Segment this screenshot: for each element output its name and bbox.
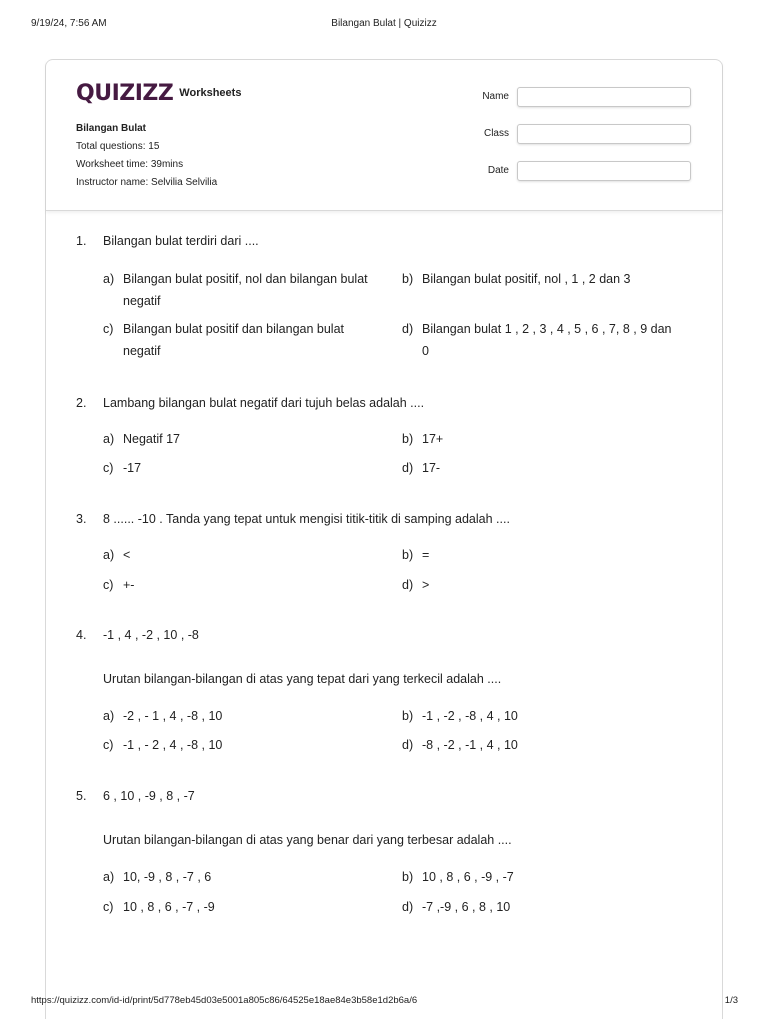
option-letter: a)	[103, 870, 115, 884]
option-text-line2: negatif	[123, 294, 161, 308]
worksheet-header	[46, 60, 722, 211]
option-b	[402, 705, 692, 727]
question-3	[76, 512, 696, 602]
option-text: 17+	[422, 432, 444, 446]
worksheet-title: Bilangan Bulat	[76, 123, 147, 134]
print-doc-title: Bilangan Bulat | Quizizz	[331, 18, 437, 29]
option-letter: a)	[103, 272, 115, 286]
question-2	[76, 396, 696, 486]
print-footer	[0, 995, 768, 1009]
option-b	[402, 428, 692, 450]
option-c	[103, 457, 393, 479]
option-text: -2 , - 1 , 4 , -8 , 10	[123, 709, 223, 723]
name-label: Name	[482, 91, 509, 102]
print-url[interactable]: https://quizizz.com/id-id/print/5d778eb45d03e5001a805c86/64525e18ae84e3b58e1d2b6a/6	[31, 995, 418, 1006]
option-letter: c)	[103, 738, 114, 752]
date-field[interactable]	[517, 161, 691, 181]
print-datetime: 9/19/24, 7:56 AM	[31, 18, 107, 29]
option-letter: b)	[402, 272, 414, 286]
option-c	[103, 734, 393, 756]
option-d	[402, 734, 692, 756]
option-text: +-	[123, 578, 135, 592]
option-text: Bilangan bulat 1 , 2 , 3 , 4 , 5 , 6 , 7, 8 , 9 dan	[422, 322, 672, 336]
option-c	[103, 574, 393, 596]
class-label: Class	[483, 128, 509, 139]
option-letter: a)	[103, 709, 115, 723]
option-text: -17	[123, 461, 142, 475]
option-letter: d)	[402, 461, 414, 475]
question-1	[76, 234, 696, 369]
class-field[interactable]	[517, 124, 691, 144]
option-b	[402, 544, 692, 566]
option-letter: d)	[402, 322, 414, 336]
question-5	[76, 789, 696, 919]
question-number: 2.	[76, 396, 87, 410]
question-text: 8 ...... -10 . Tanda yang tepat untuk mengisi titik-titik di samping adalah ....	[103, 512, 510, 526]
total-questions: Total questions: 15	[76, 141, 160, 152]
option-c	[103, 318, 393, 362]
question-number: 1.	[76, 234, 87, 248]
option-text: 10 , 8 , 6 , -7 , -9	[123, 900, 215, 914]
option-letter: d)	[402, 900, 414, 914]
option-d	[402, 457, 692, 479]
option-letter: b)	[402, 709, 414, 723]
name-row	[446, 87, 696, 109]
option-text-line2: negatif	[123, 344, 161, 358]
option-a	[103, 268, 393, 312]
worksheet-time: Worksheet time: 39mins	[76, 159, 184, 170]
worksheet-meta	[76, 120, 217, 192]
question-text: Lambang bilangan bulat negatif dari tujuh belas adalah ....	[103, 396, 425, 410]
class-row	[446, 124, 696, 146]
question-number: 5.	[76, 789, 87, 803]
option-letter: c)	[103, 322, 114, 336]
question-text: 6 , 10 , -9 , 8 , -7	[103, 789, 195, 803]
question-text: Bilangan bulat terdiri dari ....	[103, 234, 259, 248]
question-subtext: Urutan bilangan-bilangan di atas yang tepat dari yang terkecil adalah ....	[103, 672, 502, 686]
option-text: Bilangan bulat positif, nol dan bilangan bulat	[123, 272, 368, 286]
option-a	[103, 544, 393, 566]
option-text: -1 , -2 , -8 , 4 , 10	[422, 709, 518, 723]
option-text: 10, -9 , 8 , -7 , 6	[123, 870, 212, 884]
option-text: 17-	[422, 461, 441, 475]
option-text-line2: 0	[422, 344, 429, 358]
page-number: 1/3	[724, 995, 738, 1006]
option-letter: a)	[103, 432, 115, 446]
print-header	[0, 14, 768, 30]
option-letter: d)	[402, 738, 414, 752]
option-a	[103, 705, 393, 727]
option-letter: b)	[402, 548, 414, 562]
option-letter: b)	[402, 432, 414, 446]
option-a	[103, 866, 393, 888]
question-text: -1 , 4 , -2 , 10 , -8	[103, 628, 199, 642]
date-label: Date	[487, 165, 509, 176]
option-text: Bilangan bulat positif, nol , 1 , 2 dan 3	[422, 272, 631, 286]
brand	[76, 81, 241, 106]
option-text: -7 ,-9 , 6 , 8 , 10	[422, 900, 511, 914]
option-d	[402, 318, 696, 362]
option-letter: c)	[103, 461, 114, 475]
option-letter: a)	[103, 548, 115, 562]
option-text: =	[422, 548, 430, 562]
instructor-name: Instructor name: Selvilia Selvilia	[76, 177, 218, 188]
option-text: >	[422, 578, 430, 592]
option-text: -1 , - 2 , 4 , -8 , 10	[123, 738, 223, 752]
option-b	[402, 866, 692, 888]
option-letter: c)	[103, 578, 114, 592]
option-b	[402, 268, 692, 312]
option-letter: c)	[103, 900, 114, 914]
option-letter: d)	[402, 578, 414, 592]
option-text: <	[123, 548, 131, 562]
name-field[interactable]	[517, 87, 691, 107]
option-text: Bilangan bulat positif dan bilangan bulat	[123, 322, 345, 336]
option-c	[103, 896, 393, 918]
question-number: 3.	[76, 512, 87, 526]
quizizz-logo: QUIZIZZ	[76, 81, 174, 106]
option-letter: b)	[402, 870, 414, 884]
option-d	[402, 574, 692, 596]
question-4	[76, 628, 696, 758]
date-row	[446, 161, 696, 183]
worksheet-sheet	[45, 59, 723, 1019]
brand-subtitle: Worksheets	[179, 87, 242, 99]
option-d	[402, 896, 692, 918]
option-text: -8 , -2 , -1 , 4 , 10	[422, 738, 518, 752]
option-a	[103, 428, 393, 450]
question-number: 4.	[76, 628, 87, 642]
option-text: Negatif 17	[123, 432, 180, 446]
option-text: 10 , 8 , 6 , -9 , -7	[422, 870, 514, 884]
question-subtext: Urutan bilangan-bilangan di atas yang benar dari yang terbesar adalah ....	[103, 833, 512, 847]
